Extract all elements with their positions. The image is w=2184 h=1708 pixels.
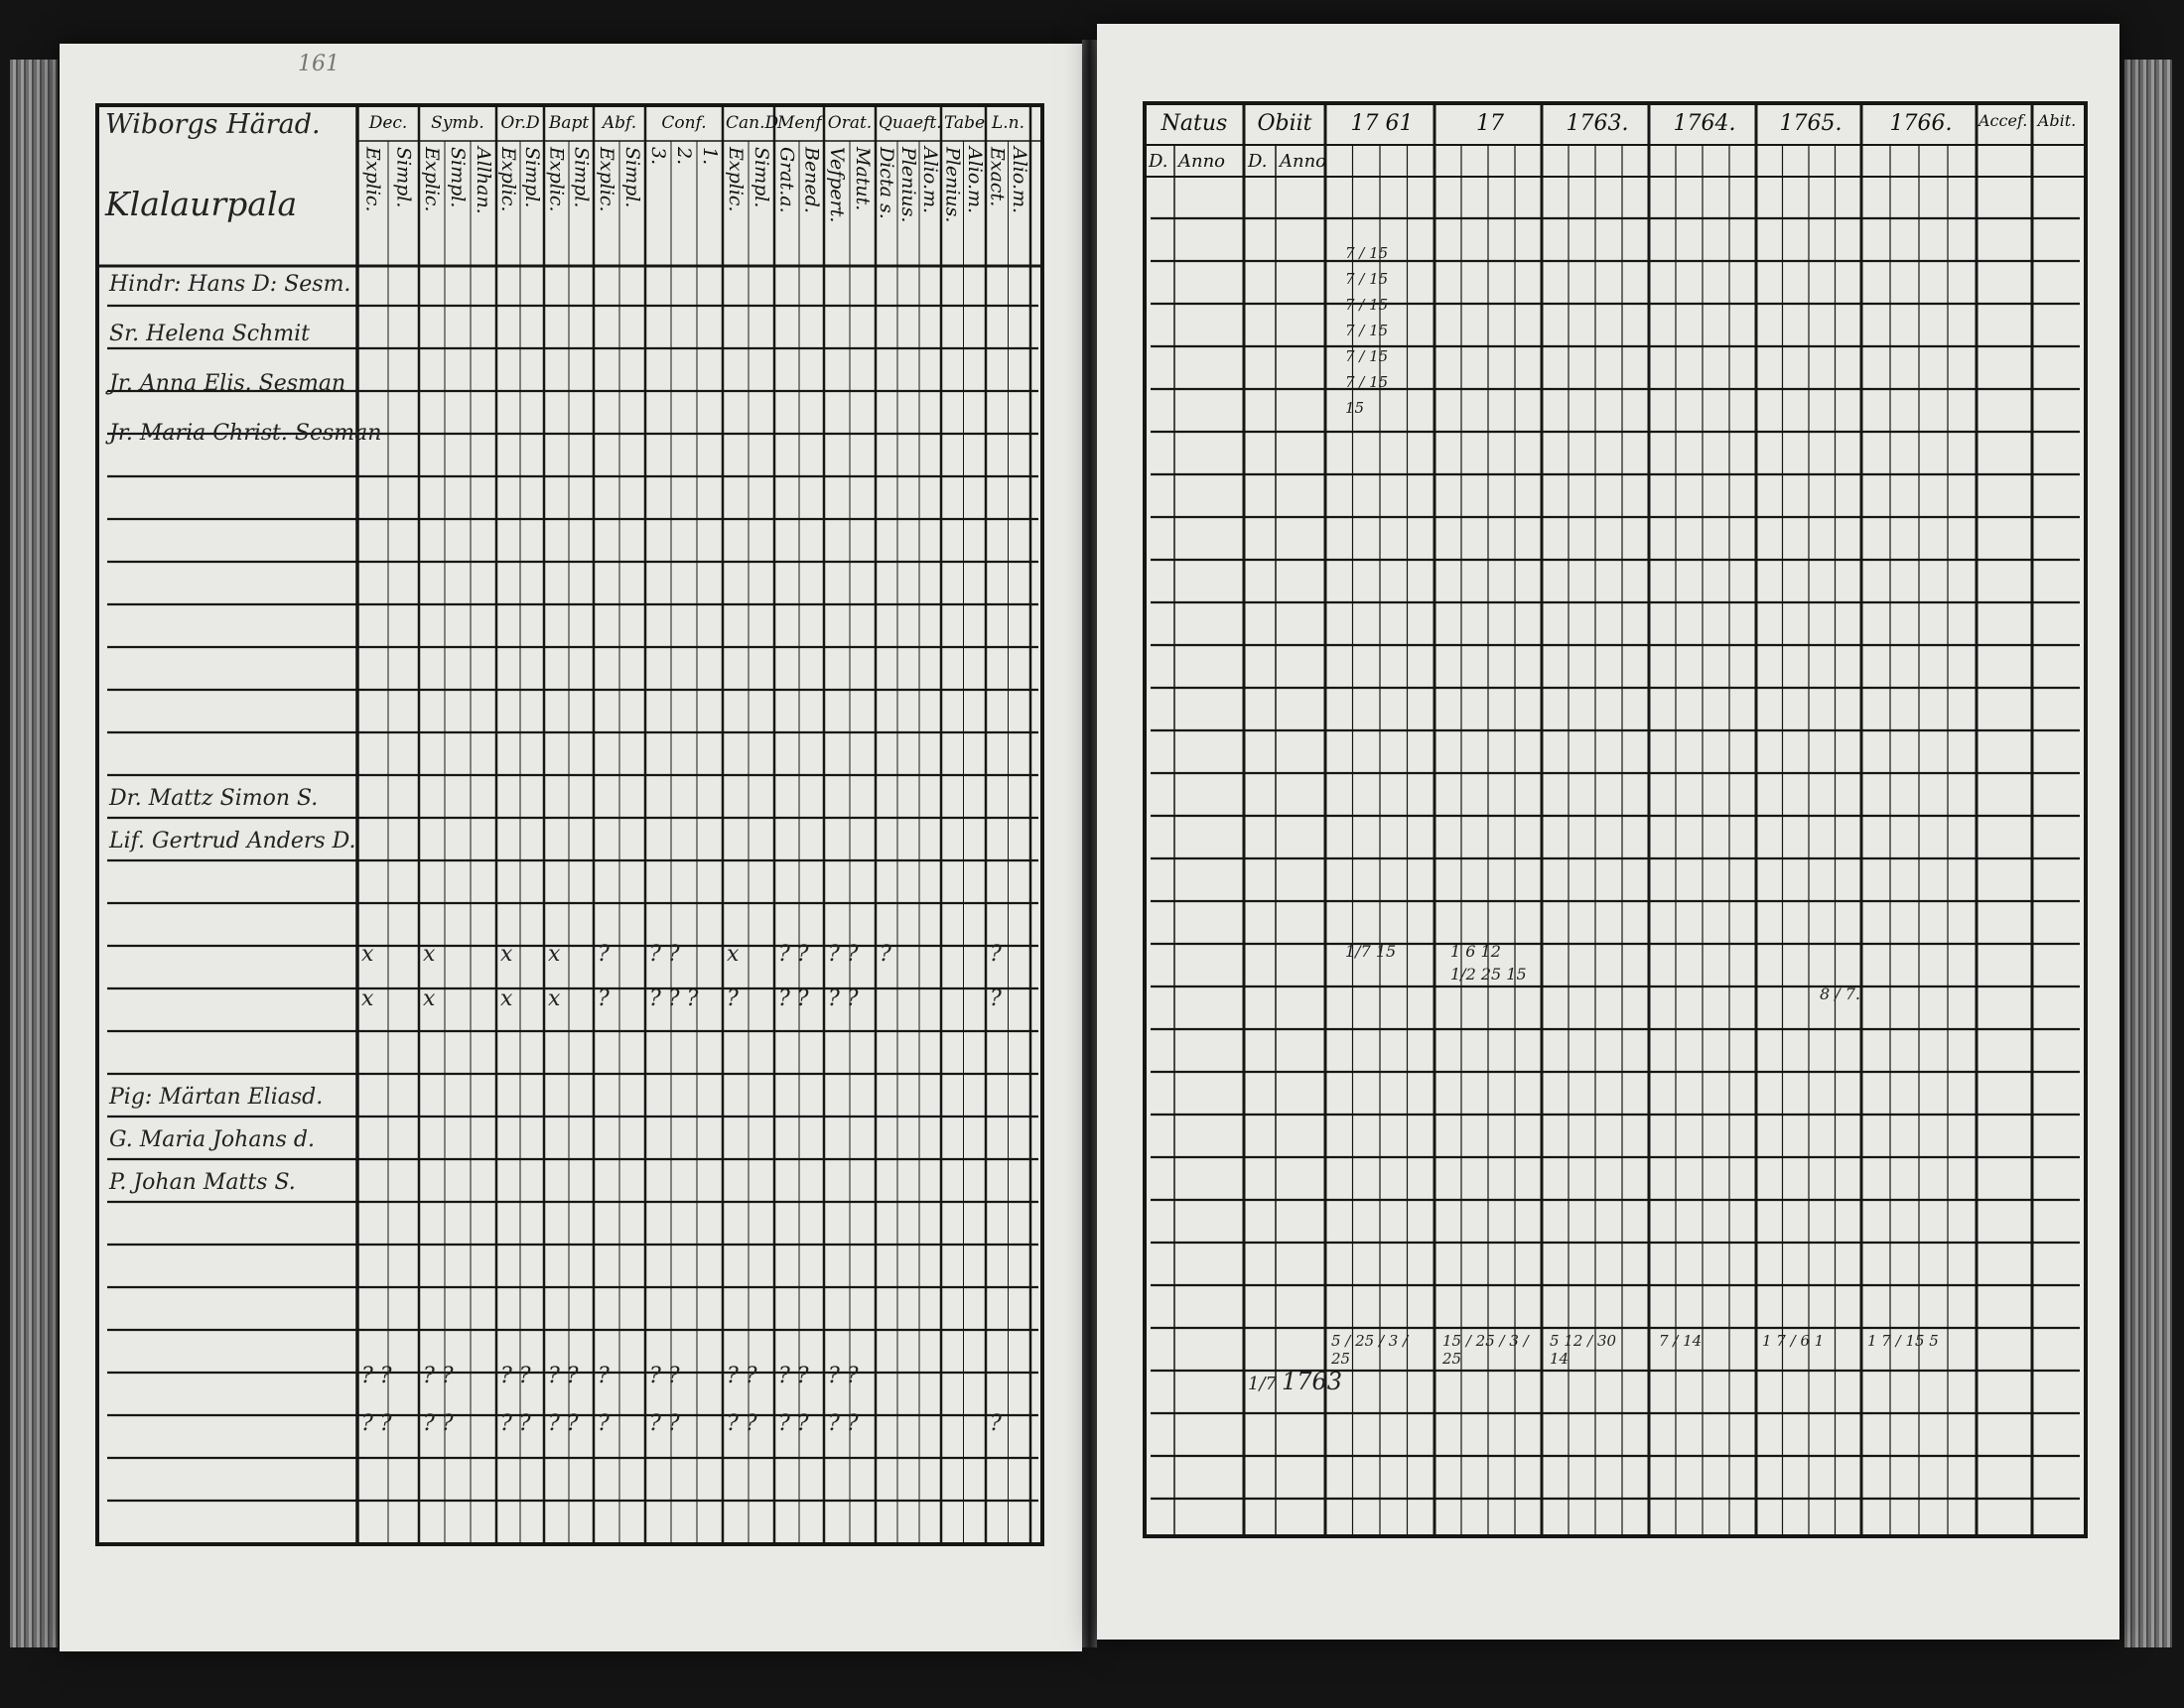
year-entry-bottom: 5 12 / 30 14 xyxy=(1550,1332,1617,1368)
catechism-mark: x xyxy=(361,942,374,967)
catechism-mark: ? xyxy=(990,986,1002,1011)
column-subheader: Explic. xyxy=(361,147,384,212)
column-header-6: Conf. xyxy=(661,113,707,133)
catechism-mark: ? ? xyxy=(361,1411,392,1436)
catechism-mark: x xyxy=(548,986,561,1011)
column-header-11: Tabe xyxy=(944,113,986,133)
column-header: Accef. xyxy=(1979,111,2028,130)
column-subheader: Plenius. xyxy=(941,147,964,223)
catechism-mark: ? ? xyxy=(778,942,809,967)
column-header: 1763. xyxy=(1566,111,1629,136)
year-entry-1761: 1/7 15 xyxy=(1345,942,1397,961)
column-subheader: Anno xyxy=(1280,151,1327,172)
year-entry-bottom: 15 / 25 / 3 / 25 xyxy=(1442,1332,1529,1368)
folio-number: 161 xyxy=(298,52,340,76)
year-entry-1761: 7 / 15 xyxy=(1345,244,1389,262)
book-gutter xyxy=(1082,40,1097,1647)
column-subheader: Explic. xyxy=(725,147,747,212)
catechism-mark: ? ? xyxy=(649,1364,680,1388)
district-title: Wiborgs Härad. xyxy=(105,109,321,140)
column-subheader: Explic. xyxy=(421,147,443,212)
year-entry-bottom: 1 7 / 6 1 xyxy=(1762,1332,1825,1350)
catechism-mark: ? xyxy=(990,1411,1002,1436)
column-header: Natus xyxy=(1160,111,1228,136)
catechism-mark: ? xyxy=(880,942,891,967)
year-entry-1765: 8 / 7. xyxy=(1820,985,1861,1003)
column-subheader: Explic. xyxy=(596,147,617,212)
column-subheader: Simpl. xyxy=(521,147,543,208)
column-header-7: Can.D xyxy=(726,113,779,133)
catechism-mark: ? ? xyxy=(500,1364,531,1388)
catechism-mark: x xyxy=(423,986,436,1011)
column-subheader: Alio.m. xyxy=(1008,147,1030,214)
person-name: Pig: Märtan Eliasd. xyxy=(109,1085,324,1110)
left-page-edge xyxy=(10,60,58,1647)
column-header: 1764. xyxy=(1673,111,1736,136)
year-entry-1761: 7 / 15 xyxy=(1345,270,1389,288)
catechism-mark: ? ? ? xyxy=(649,986,699,1011)
column-subheader: Alio.m. xyxy=(963,147,986,214)
village-title: Klalaurpala xyxy=(105,185,298,223)
year-entry-bottom: 1 7 / 15 5 xyxy=(1867,1332,1939,1350)
column-subheader: Simpl. xyxy=(447,147,469,208)
catechism-mark: ? xyxy=(990,942,1002,967)
column-subheader: Allhan. xyxy=(473,147,494,214)
catechism-mark: ? ? xyxy=(828,942,859,967)
catechism-mark: ? xyxy=(598,1411,610,1436)
column-subheader: 3. xyxy=(647,147,669,166)
year-entry-1761: 7 / 15 xyxy=(1345,347,1389,365)
column-subheader: Grat.a. xyxy=(775,147,798,213)
catechism-mark: ? ? xyxy=(727,1364,757,1388)
catechism-mark: ? ? xyxy=(423,1364,454,1388)
year-entry-bottom: 7 / 14 xyxy=(1659,1332,1703,1350)
catechism-mark: x xyxy=(500,942,513,967)
catechism-mark: x xyxy=(500,986,513,1011)
column-subheader: Explic. xyxy=(545,147,568,212)
catechism-mark: ? ? xyxy=(361,1364,392,1388)
column-header-9: Orat. xyxy=(827,113,873,133)
column-subheader: Simpl. xyxy=(621,147,643,208)
catechism-mark: ? ? xyxy=(500,1411,531,1436)
year-entry-1761: 7 / 15 xyxy=(1345,322,1389,339)
left-page xyxy=(60,44,1082,1651)
person-name: Lif. Gertrud Anders D. xyxy=(109,829,356,854)
catechism-mark: ? ? xyxy=(649,942,680,967)
catechism-mark: x xyxy=(727,942,740,967)
column-subheader: Matut. xyxy=(852,147,874,211)
column-subheader: Plenius. xyxy=(897,147,919,223)
catechism-mark: ? ? xyxy=(828,986,859,1011)
column-header-8: Menf xyxy=(777,113,822,133)
catechism-mark: ? ? xyxy=(548,1411,579,1436)
column-header: 1765. xyxy=(1779,111,1843,136)
catechism-mark: ? ? xyxy=(649,1411,680,1436)
person-name: G. Maria Johans d. xyxy=(109,1127,315,1152)
year-entry-1762: 1/2 25 15 xyxy=(1450,965,1527,984)
catechism-mark: x xyxy=(548,942,561,967)
year-entry-1761: 7 / 15 xyxy=(1345,296,1389,314)
column-subheader: Explic. xyxy=(497,147,519,212)
death-day: 1/7 xyxy=(1248,1374,1277,1394)
column-subheader: D. xyxy=(1248,151,1268,172)
person-name: Sr. Helena Schmit xyxy=(109,322,310,346)
column-subheader: Anno xyxy=(1178,151,1226,172)
catechism-mark: ? xyxy=(598,942,610,967)
column-subheader: Alio.m. xyxy=(919,147,941,214)
column-header-5: Abf. xyxy=(602,113,637,133)
column-subheader: 2. xyxy=(673,147,695,166)
catechism-mark: ? ? xyxy=(828,1364,859,1388)
catechism-mark: ? xyxy=(727,986,739,1011)
column-header: 17 xyxy=(1476,111,1504,136)
catechism-mark: x xyxy=(361,986,374,1011)
catechism-mark: x xyxy=(423,942,436,967)
column-header: 1766. xyxy=(1889,111,1953,136)
column-header-3: Or.D xyxy=(500,113,540,133)
column-subheader: D. xyxy=(1149,151,1168,172)
column-header-10: Quaeft. xyxy=(879,113,942,133)
column-subheader: Bened. xyxy=(800,147,823,213)
catechism-mark: ? ? xyxy=(778,1411,809,1436)
catechism-mark: ? ? xyxy=(727,1411,757,1436)
year-entry-1761: 15 xyxy=(1345,399,1365,417)
year-entry-1761: 7 / 15 xyxy=(1345,373,1389,391)
column-header-2: Symb. xyxy=(431,113,484,133)
year-entry-bottom: 5 / 25 / 3 / 25 xyxy=(1331,1332,1409,1368)
catechism-mark: ? ? xyxy=(548,1364,579,1388)
column-header: Abit. xyxy=(2037,111,2077,130)
column-header-1: Dec. xyxy=(368,113,408,133)
column-header-4: Bapt xyxy=(548,113,590,133)
catechism-mark: ? ? xyxy=(828,1411,859,1436)
column-header: 17 61 xyxy=(1350,111,1414,136)
catechism-mark: ? xyxy=(598,1364,610,1388)
right-page-edge xyxy=(2124,60,2172,1647)
right-page xyxy=(1097,24,2119,1640)
right-register-content xyxy=(1097,24,2119,1640)
column-subheader: Simpl. xyxy=(570,147,593,208)
catechism-mark: ? ? xyxy=(778,986,809,1011)
left-register-content xyxy=(60,44,1082,1651)
column-subheader: Vefpert. xyxy=(826,147,848,223)
catechism-mark: ? ? xyxy=(423,1411,454,1436)
year-entry-1762: 1 6 12 xyxy=(1450,942,1501,961)
catechism-mark: ? ? xyxy=(778,1364,809,1388)
column-subheader: Simpl. xyxy=(392,147,415,208)
person-name: Jr. Maria Christ. Sesman xyxy=(109,421,382,446)
person-name: Hindr: Hans D: Sesm. xyxy=(109,272,351,297)
column-header: Obiit xyxy=(1257,111,1312,136)
person-name: Jr. Anna Elis. Sesman xyxy=(109,371,346,396)
column-subheader: Dicta s. xyxy=(876,147,897,219)
column-subheader: 1. xyxy=(699,147,721,166)
column-subheader: Exact. xyxy=(986,147,1009,207)
column-header-12: L.n. xyxy=(991,113,1025,133)
column-subheader: Simpl. xyxy=(751,147,772,208)
person-name: Dr. Mattz Simon S. xyxy=(109,786,319,811)
person-name: P. Johan Matts S. xyxy=(109,1170,296,1195)
catechism-mark: ? xyxy=(598,986,610,1011)
death-year: 1763 xyxy=(1282,1368,1343,1395)
